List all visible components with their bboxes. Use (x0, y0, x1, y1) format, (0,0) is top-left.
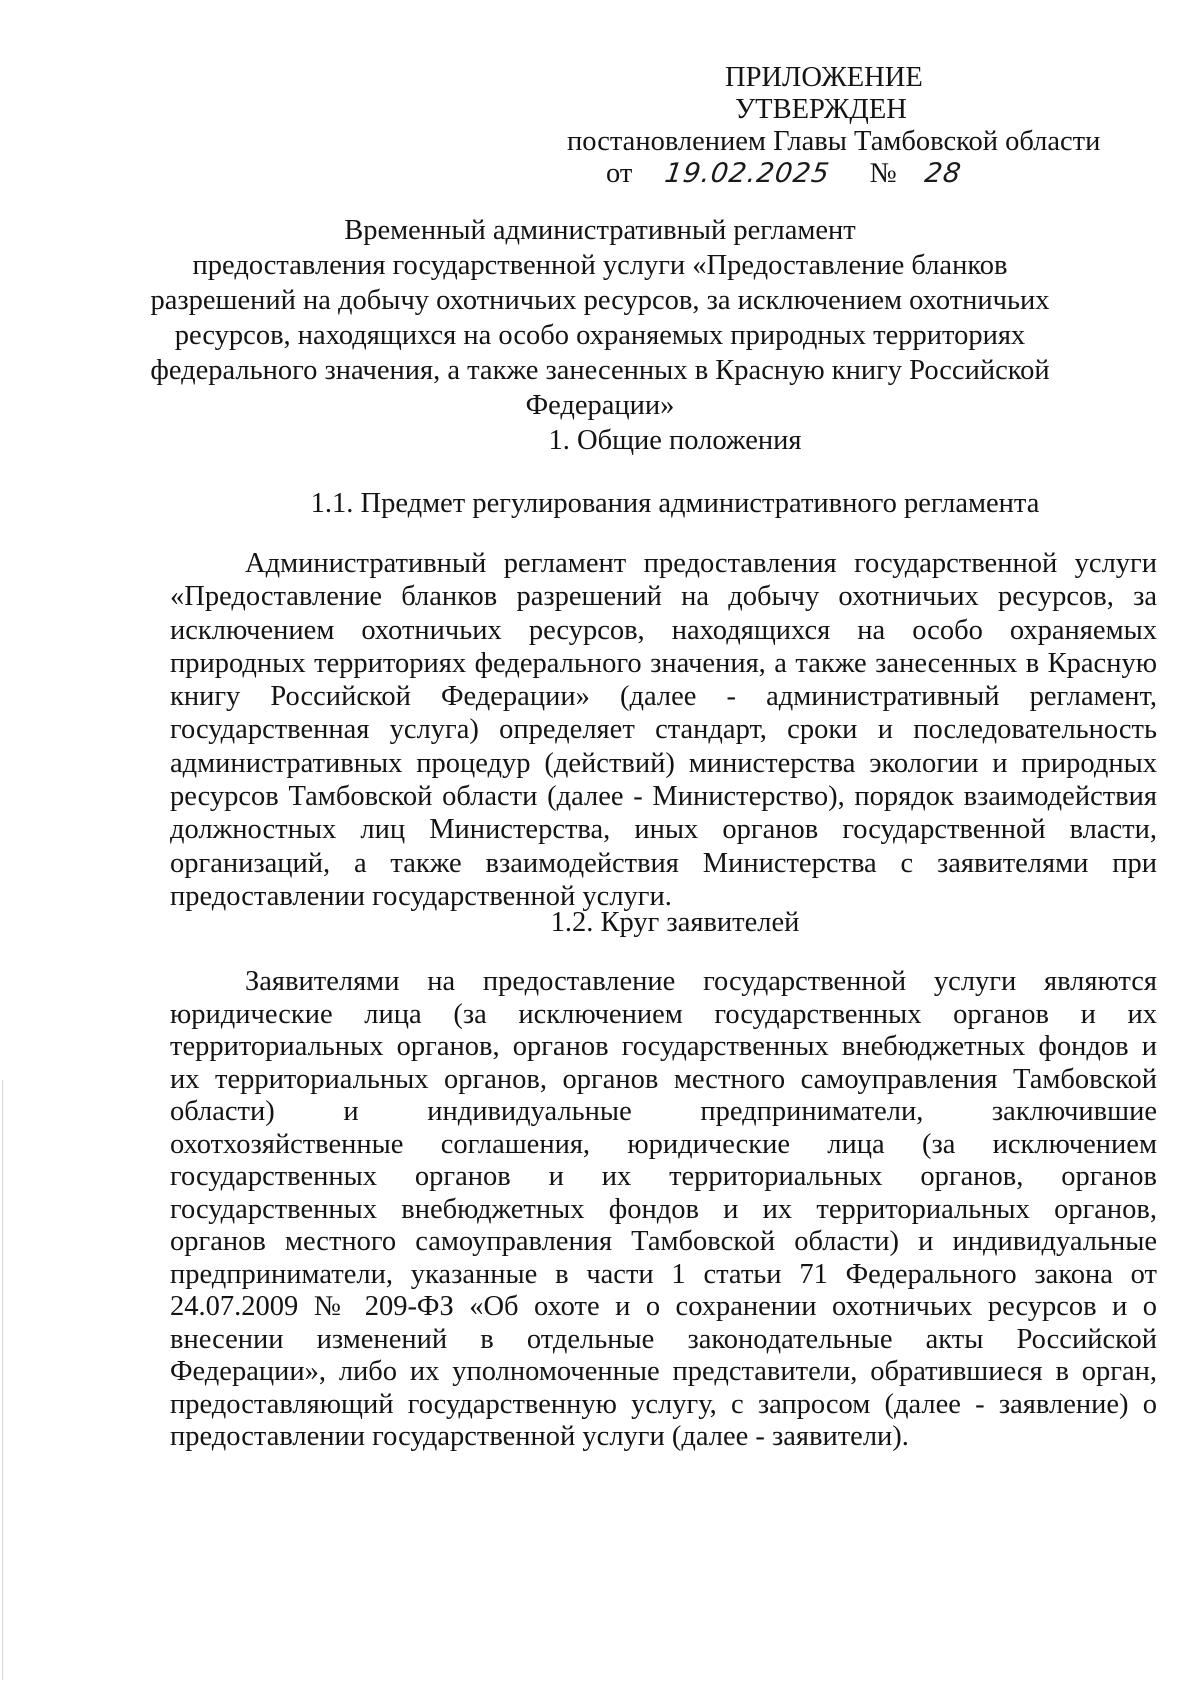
paragraph-line: предоставлении государственной услуги. (170, 880, 672, 912)
title-line: Федерации» (525, 390, 675, 421)
from-label: от (606, 158, 633, 189)
paragraph-line: внесении изменений в отдельные законодательные акты Российской (170, 1323, 1157, 1355)
title-line: ресурсов, находящихся на особо охраняемых природных территориях (174, 320, 1026, 351)
paragraph-line: государственных органов и их территориальных органов, органов (170, 1161, 1157, 1192)
paragraph-line: Административный регламент предоставления государственной услуги (245, 548, 1157, 579)
paragraph-line: предоставляющий государственную услугу, с запросом (далее - заявление) о (170, 1388, 1157, 1420)
subsection-heading-subject: 1.1. Предмет регулирования административного регламента (310, 488, 1040, 519)
paragraph-line: книгу Российской Федерации» (далее - административный регламент, (170, 681, 1157, 713)
regulation-title (120, 213, 1080, 423)
handwritten-number: 28 (922, 158, 964, 189)
title-line: разрешений на добычу охотничьих ресурсов, за исключением охотничьих (150, 285, 1050, 316)
paragraph-line: государственных внебюджетных фондов и их территориальных органов, (170, 1193, 1157, 1225)
paragraph-line: области) и индивидуальные предприниматели, заключившие (170, 1096, 1157, 1127)
paragraph-line: должностных лиц Министерства, иных органов государственной власти, (170, 814, 1157, 846)
title-line: Временный административный регламент (344, 215, 856, 246)
paragraph-line: территориальных органов, органов государственных внебюджетных фондов и (170, 1031, 1157, 1062)
decree-date-line (606, 158, 964, 190)
paragraph-line: предоставлении государственной услуги (далее - заявители). (170, 1421, 909, 1452)
paragraph-line: предприниматели, указанные в части 1 статьи 71 Федерального закона от (170, 1258, 1157, 1290)
paragraph-line: государственная услуга) определяет стандарт, сроки и последовательность (170, 714, 1157, 746)
approved-label: УТВЕРЖДЕН (735, 94, 907, 125)
paragraph-line: юридические лица (за исключением государственных органов и их (170, 998, 1157, 1030)
paragraph-line: охотхозяйственные соглашения, юридические лица (за исключением (170, 1128, 1157, 1160)
paragraph-line: административных процедур (действий) министерства экологии и природных (170, 747, 1157, 779)
paragraph-line: органов местного самоуправления Тамбовской области) и индивидуальные (170, 1226, 1157, 1257)
number-label: № (869, 158, 897, 189)
appendix-label: ПРИЛОЖЕНИЕ (725, 62, 923, 93)
handwritten-date: 19.02.2025 (662, 158, 832, 189)
paragraph-line: Федерации», либо их уполномоченные представители, обратившиеся в орган, (170, 1356, 1157, 1387)
paragraph-line: организаций, а также взаимодействия Министерства с заявителями при (170, 847, 1157, 879)
subsection-heading-applicants: 1.2. Круг заявителей (550, 907, 800, 938)
paragraph-line: исключением охотничьих ресурсов, находящихся на особо охраняемых (170, 614, 1157, 646)
paragraph-line: 24.07.2009 № 209-ФЗ «Об охоте и о сохранении охотничьих ресурсов и о (170, 1291, 1157, 1322)
paragraph-line: Заявителями на предоставление государственной услуги являются (245, 966, 1157, 997)
decree-reference: постановлением Главы Тамбовской области (567, 126, 1101, 157)
paragraph-line: ресурсов Тамбовской области (далее - Министерство), порядок взаимодействия (170, 781, 1157, 813)
title-line: предоставления государственной услуги «Предоставление бланков (192, 250, 1008, 281)
scan-edge-line (2, 1080, 3, 1680)
title-line: федерального значения, а также занесенных в Красную книгу Российской (150, 355, 1050, 386)
paragraph-applicants (170, 966, 1157, 1454)
paragraph-line: их территориальных органов, органов местного самоуправления Тамбовской (170, 1063, 1157, 1095)
paragraph-line: «Предоставление бланков разрешений на добычу охотничьих ресурсов, за (170, 581, 1157, 613)
paragraph-subject (170, 547, 1157, 913)
section-heading-general: 1. Общие положения (548, 425, 802, 456)
paragraph-line: природных территориях федерального значения, а также занесенных в Красную (170, 647, 1157, 679)
